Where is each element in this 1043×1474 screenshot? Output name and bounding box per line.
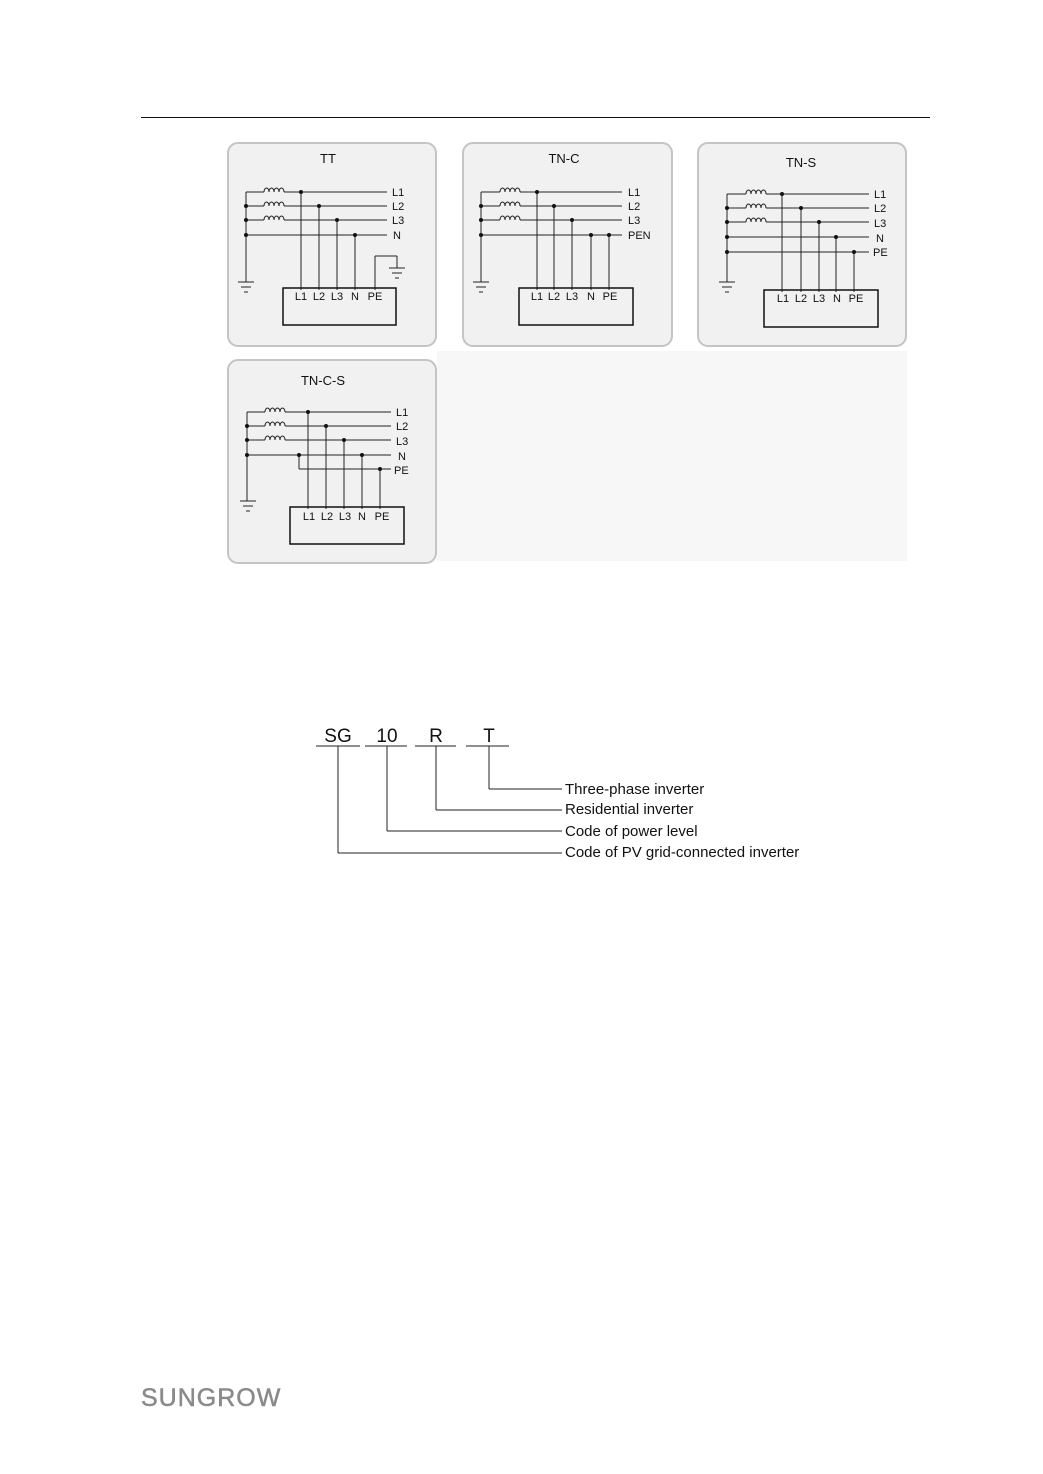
terminal-label: PE xyxy=(374,511,390,523)
terminal-label: PE xyxy=(848,293,864,305)
terminal-label: N xyxy=(587,291,595,303)
terminal-label: PE xyxy=(367,291,383,303)
terminal-label: N xyxy=(833,293,841,305)
panel-frame xyxy=(463,143,672,346)
company-logo: SUNGROW xyxy=(141,1384,282,1412)
terminal-label: L2 xyxy=(794,293,808,305)
line-label: L3 xyxy=(628,215,641,227)
diagram-tn-c xyxy=(462,142,673,347)
panel-title: TT xyxy=(320,151,336,166)
line-label: L1 xyxy=(392,187,405,199)
line-label: N xyxy=(393,230,401,242)
panel-frame xyxy=(698,143,906,346)
figure-background xyxy=(437,351,907,561)
line-label: L3 xyxy=(392,215,405,227)
header-rule xyxy=(141,117,930,118)
code-segment: T xyxy=(483,726,495,747)
line-label: L1 xyxy=(874,189,887,201)
line-label: L1 xyxy=(396,407,409,419)
diagram-tn-s xyxy=(697,142,907,347)
tn-c-s-diagram-svg xyxy=(227,359,437,564)
code-connectors xyxy=(316,746,562,853)
terminal-label: L3 xyxy=(338,511,352,523)
terminal-label: L1 xyxy=(776,293,790,305)
terminal-label: L1 xyxy=(294,291,308,303)
tt-diagram-svg xyxy=(227,142,437,347)
line-label: N xyxy=(398,451,406,463)
terminal-label: PE xyxy=(602,291,618,303)
terminal-label: L1 xyxy=(302,511,316,523)
line-label: L2 xyxy=(628,201,641,213)
diagram-tt xyxy=(227,142,437,347)
line-label: N xyxy=(876,233,884,245)
code-description: Code of power level xyxy=(565,823,698,840)
terminal-label: L2 xyxy=(547,291,561,303)
panel-title: TN-C xyxy=(548,151,580,166)
code-description: Three-phase inverter xyxy=(565,781,705,798)
code-description: Code of PV grid-connected inverter xyxy=(565,844,800,861)
line-label: PE xyxy=(873,247,888,259)
terminal-label: N xyxy=(358,511,366,523)
line-label: PEN xyxy=(628,230,651,242)
line-label: L3 xyxy=(396,436,409,448)
line-label: L1 xyxy=(628,187,641,199)
line-label: PE xyxy=(394,465,409,477)
terminal-label: L3 xyxy=(812,293,826,305)
line-label: L2 xyxy=(396,421,409,433)
code-segment: R xyxy=(429,726,443,747)
panel-frame xyxy=(228,143,436,346)
terminal-label: N xyxy=(351,291,359,303)
terminal-label: L2 xyxy=(320,511,334,523)
model-code-diagram xyxy=(300,715,840,865)
terminal-label: L3 xyxy=(565,291,579,303)
line-label: L2 xyxy=(874,203,887,215)
tn-s-diagram-svg xyxy=(697,142,907,347)
code-segment: 10 xyxy=(376,726,398,747)
code-segment: SG xyxy=(324,726,352,747)
panel-title: TN-S xyxy=(785,155,817,170)
line-label: L2 xyxy=(392,201,405,213)
line-label: L3 xyxy=(874,218,887,230)
terminal-label: L3 xyxy=(330,291,344,303)
diagram-tn-c-s xyxy=(227,359,437,564)
model-code-svg xyxy=(300,715,840,865)
code-description: Residential inverter xyxy=(565,801,694,818)
panel-title: TN-C-S xyxy=(300,373,346,388)
terminal-label: L2 xyxy=(312,291,326,303)
tn-c-diagram-svg xyxy=(462,142,673,347)
terminal-label: L1 xyxy=(530,291,544,303)
